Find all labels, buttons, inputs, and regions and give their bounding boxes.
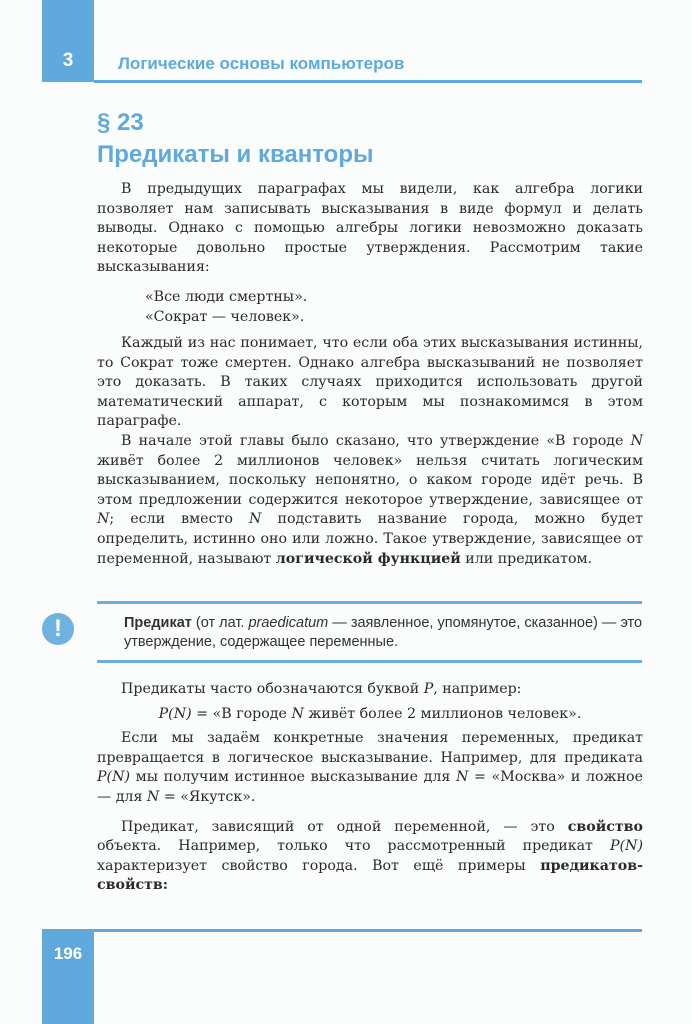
section-title: Предикаты и кванторы — [97, 141, 374, 168]
paragraph-properties — [97, 818, 643, 896]
text: (от лат. — [191, 615, 249, 631]
definition-term: Предикат — [124, 615, 192, 631]
text: Если мы задаём конкретные значения переменных, предикат превращается в логическое высказывание. Например, для предиката — [97, 730, 643, 766]
term-bold: свойство — [567, 818, 643, 835]
text: , например: — [433, 681, 522, 697]
term-bold: логической функцией — [275, 550, 461, 567]
text: или предикатом. — [460, 550, 593, 567]
variable: P(N) — [97, 769, 131, 786]
text: живёт более 2 миллионов человек». — [303, 705, 582, 722]
text: = «Москва» и ложное — для — [97, 769, 643, 805]
section-number: § 23 — [97, 109, 144, 136]
text: Предикаты часто обозначаются буквой — [121, 681, 424, 697]
text: = «В городе — [191, 705, 292, 722]
text: Предикат, зависящий от одной переменной, — это — [121, 818, 568, 835]
variable: N — [630, 432, 643, 449]
quote-2: «Сократ — человек». — [145, 308, 305, 325]
variable: N — [249, 511, 262, 528]
intro-block — [97, 180, 643, 327]
page-number: 196 — [53, 944, 83, 963]
variable: N — [291, 705, 304, 722]
term-bold: предикатов-свойств: — [97, 857, 643, 894]
formula-lhs: P(N) — [158, 705, 192, 722]
paragraph-intro: В предыдущих параграфах мы видели, как алгебра логики позволяет нам записывать высказывания в виде формул и делать выводы. Однако с помощью алгебры логики невозможно доказать некоторые довольно простые утверждения. Рассмотрим такие высказывания: — [97, 181, 643, 276]
text: мы получим истинное высказывание для — [130, 769, 456, 786]
chapter-title: Логические основы компьютеров — [118, 54, 405, 73]
definition-top-rule — [97, 601, 642, 604]
text: подставить название города, можно будет определить, истинно оно или ложно. Такое утверждение, зависящее от переменной, называют — [97, 511, 643, 567]
latin-word: praedicatum — [248, 615, 329, 631]
exclamation-icon: ! — [42, 613, 74, 645]
paragraph-socrates: Каждый из нас понимает, что если оба этих высказывания истинны, то Сократ тоже смертен. Однако алгебра высказываний не позволяет это доказать. В таких случаях приходится использовать другой математический аппарат, с которым мы познакомимся в этом параграфе. — [97, 335, 643, 430]
text: В начале этой главы было сказано, что утверждение «В городе — [121, 432, 631, 449]
definition-box — [124, 614, 644, 652]
main-block — [97, 334, 643, 569]
variable: N — [97, 511, 110, 528]
variable: P(N) — [609, 838, 643, 855]
predicate-block — [97, 680, 643, 896]
header-divider — [94, 80, 642, 83]
definition-bottom-rule — [97, 660, 642, 663]
text: живёт более 2 миллионов человек» нельзя считать логическим высказыванием, поскольку непонятно, о каком городе идёт речь. В этом предложении содержится некоторое утверждение, зависящее от — [97, 452, 643, 508]
variable: P — [423, 681, 434, 697]
variable: N — [146, 788, 160, 805]
paragraph-predicate-notation — [97, 680, 643, 700]
footer-divider — [94, 929, 642, 932]
chapter-number: 3 — [62, 50, 74, 71]
text: ; если вместо — [109, 511, 249, 528]
formula — [97, 705, 643, 725]
paragraph-values — [97, 729, 643, 807]
text: объекта. Например, только что рассмотренный предикат — [97, 838, 610, 855]
quote-1: «Все люди смертны». — [145, 288, 308, 305]
text: характеризует свойство города. Вот ещё примеры — [97, 857, 541, 874]
text: — заявленное, упомянутое, сказанное) — это утверждение, содержащее переменные. — [124, 615, 643, 650]
variable: N — [456, 769, 469, 786]
paragraph-predicate-intro — [97, 432, 643, 569]
text: = «Якутск». — [159, 788, 256, 805]
